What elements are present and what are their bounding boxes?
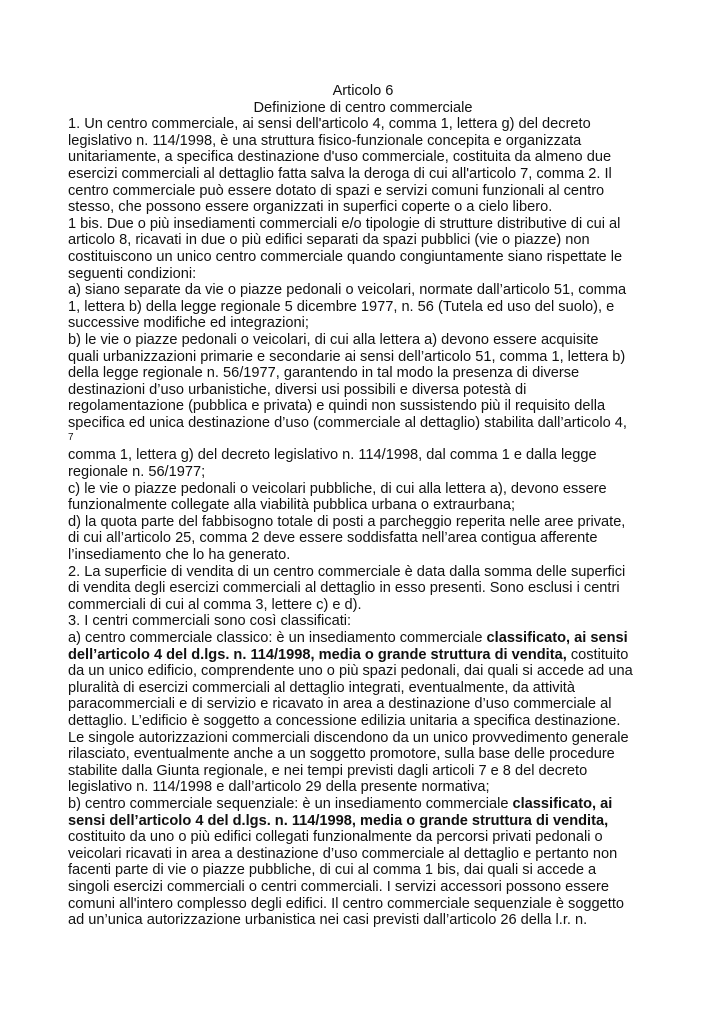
text-line: esercizi commerciali al dettaglio fatta salva la deroga di cui all'articolo 7, comma 2. Il [68,165,612,182]
text-line: c) le vie o piazze pedonali o veicolari pubbliche, di cui alla lettera a), devono essere [68,480,607,497]
text-line [68,796,658,813]
text-line: facenti parte di vie o piazze pubbliche, di cui al comma 1 bis, dai quali si accede a [68,862,597,879]
text-line: singoli esercizi commerciali o centri commerciali. I servizi accessori possono essere [68,878,609,895]
text-line: 1, lettera b) della legge regionale 5 dicembre 1977, n. 56 (Tutela ed uso del suolo), e [68,298,615,315]
article-title: Definizione di centro commerciale [253,99,473,116]
text-line: 1 bis. Due o più insediamenti commerciali e/o tipologie di strutture distributive di cui al [68,215,621,232]
document-page [68,83,658,929]
text-line [68,630,658,647]
text-plain: costituito [566,646,629,663]
text-line [68,813,658,830]
text-line: seguenti condizioni: [68,265,197,282]
text-line: regionale n. 56/1977; [68,464,206,481]
text-line: unitariamente, a specifica destinazione d'uso commerciale, costituita da almeno due [68,149,612,166]
text-line: funzionalmente collegate alla viabilità pubblica urbana o extraurbana; [68,497,516,514]
text-line: costituiscono un unico centro commerciale quando congiuntamente siano rispettate le [68,248,623,265]
text-line: centro commerciale può essere dotato di spazi e servizi comuni funzionali al centro [68,182,605,199]
text-line: comma 1, lettera g) del decreto legislativo n. 114/1998, dal comma 1 e dalla legge [68,447,597,464]
text-bold: classificato, ai [512,795,613,812]
text-line: legislativo n. 114/1998, è una struttura fisico-funzionale concepita e organizzata [68,132,582,149]
text-line: ad un’unica autorizzazione urbanistica nei casi previsti dall’articolo 26 della l.r. n. [68,912,588,929]
text-bold: dell’articolo 4 del d.lgs. n. 114/1998, media o grande struttura di vendita, [68,646,567,663]
text-line: di cui all’articolo 25, comma 2 deve essere soddisfatta nell’area contigua afferente [68,530,598,547]
paragraph-a [68,630,658,796]
text-line: d) la quota parte del fabbisogno totale di posti a parcheggio reperita nelle aree private, [68,513,626,530]
text-line: di vendita degli esercizi commerciali al dettaglio in esso presenti. Sono esclusi i centri [68,580,620,597]
text-line: Le singole autorizzazioni commerciali discendono da un unico provvedimento generale [68,729,629,746]
text-line: successive modifiche ed integrazioni; [68,315,309,332]
text-line [68,647,658,664]
text-line: specifica ed unica destinazione d’uso (commerciale al dettaglio) stabilita dall’articolo 4, [68,414,627,431]
text-line: pluralità di esercizi commerciali al dettaglio integrati, eventualmente, da attività [68,679,575,696]
text-line: stabilite dalla Giunta regionale, e nei tempi previsti dagli articoli 7 e 8 del decreto [68,762,588,779]
text-line: commerciali di cui al comma 3, lettere c) e d). [68,596,362,613]
article-number: Articolo 6 [332,83,394,99]
text-line: paracommerciali e di servizio e ricavato in area a destinazione d’uso commerciale al [68,696,612,713]
text-line: a) siano separate da vie o piazze pedonali o veicolari, normate dall’articolo 51, comma [68,282,627,299]
text-line: 2. La superficie di vendita di un centro commerciale è data dalla somma delle superfici [68,563,626,580]
text-line: stesso, che possono essere organizzati in superfici coperte o a cielo libero. [68,199,553,216]
text-line: dettaglio. L’edificio è soggetto a concessione edilizia unitaria a specifica destinazione. [68,712,621,729]
body-text-2 [68,447,658,630]
text-line: quali urbanizzazioni primarie e secondarie ai sensi dell’articolo 51, comma 1, lettera b) [68,348,626,365]
text-line: regolamentazione (pubblica e privata) e quindi non sussistendo più il requisito della [68,398,606,415]
text-line: costituito da uno o più edifici collegati funzionalmente da percorsi privati pedonali o [68,829,603,846]
paragraph-b [68,796,658,929]
text-line: della legge regionale n. 56/1977, garantendo in tal modo la presenza di diverse [68,365,580,382]
text-line: veicolari ricavati in area a destinazione d’uso commerciale al dettaglio e pertanto non [68,845,618,862]
text-line: 3. I centri commerciali sono così classificati: [68,613,352,630]
text-line: b) le vie o piazze pedonali o veicolari, di cui alla lettera a) devono essere acquisite [68,331,599,348]
text-line: articolo 8, ricavati in due o più edifici separati da spazi pubblici (vie o piazze) non [68,232,590,249]
text-line: legislativo n. 114/1998 e dall’articolo 29 della presente normativa; [68,779,490,796]
text-line: destinazioni d’uso urbanistiche, diversi usi possibili e diversa potestà di [68,381,527,398]
text-line: da un unico edificio, comprendente uno o più spazi pedonali, dai quali si accede ad una [68,663,633,680]
text-bold: sensi dell’articolo 4 del d.lgs. n. 114/1998, media o grande struttura di vendita, [68,812,609,829]
text-line: 1. Un centro commerciale, ai sensi dell'articolo 4, comma 1, lettera g) del decreto [68,116,591,133]
text-line: comuni all'intero complesso degli edifici. Il centro commerciale sequenziale è soggetto [68,895,625,912]
body-text-1 [68,116,658,431]
text-plain: b) centro commerciale sequenziale: è un insediamento commerciale [68,795,513,812]
text-plain: a) centro commerciale classico: è un insediamento commerciale [68,630,487,646]
footnote-mark: 7 [68,432,74,444]
text-bold: classificato, ai sensi [486,630,628,646]
text-line: l’insediamento che lo ha generato. [68,547,291,564]
text-line: rilasciato, eventualmente anche a un soggetto promotore, sulla base delle procedure [68,746,615,763]
